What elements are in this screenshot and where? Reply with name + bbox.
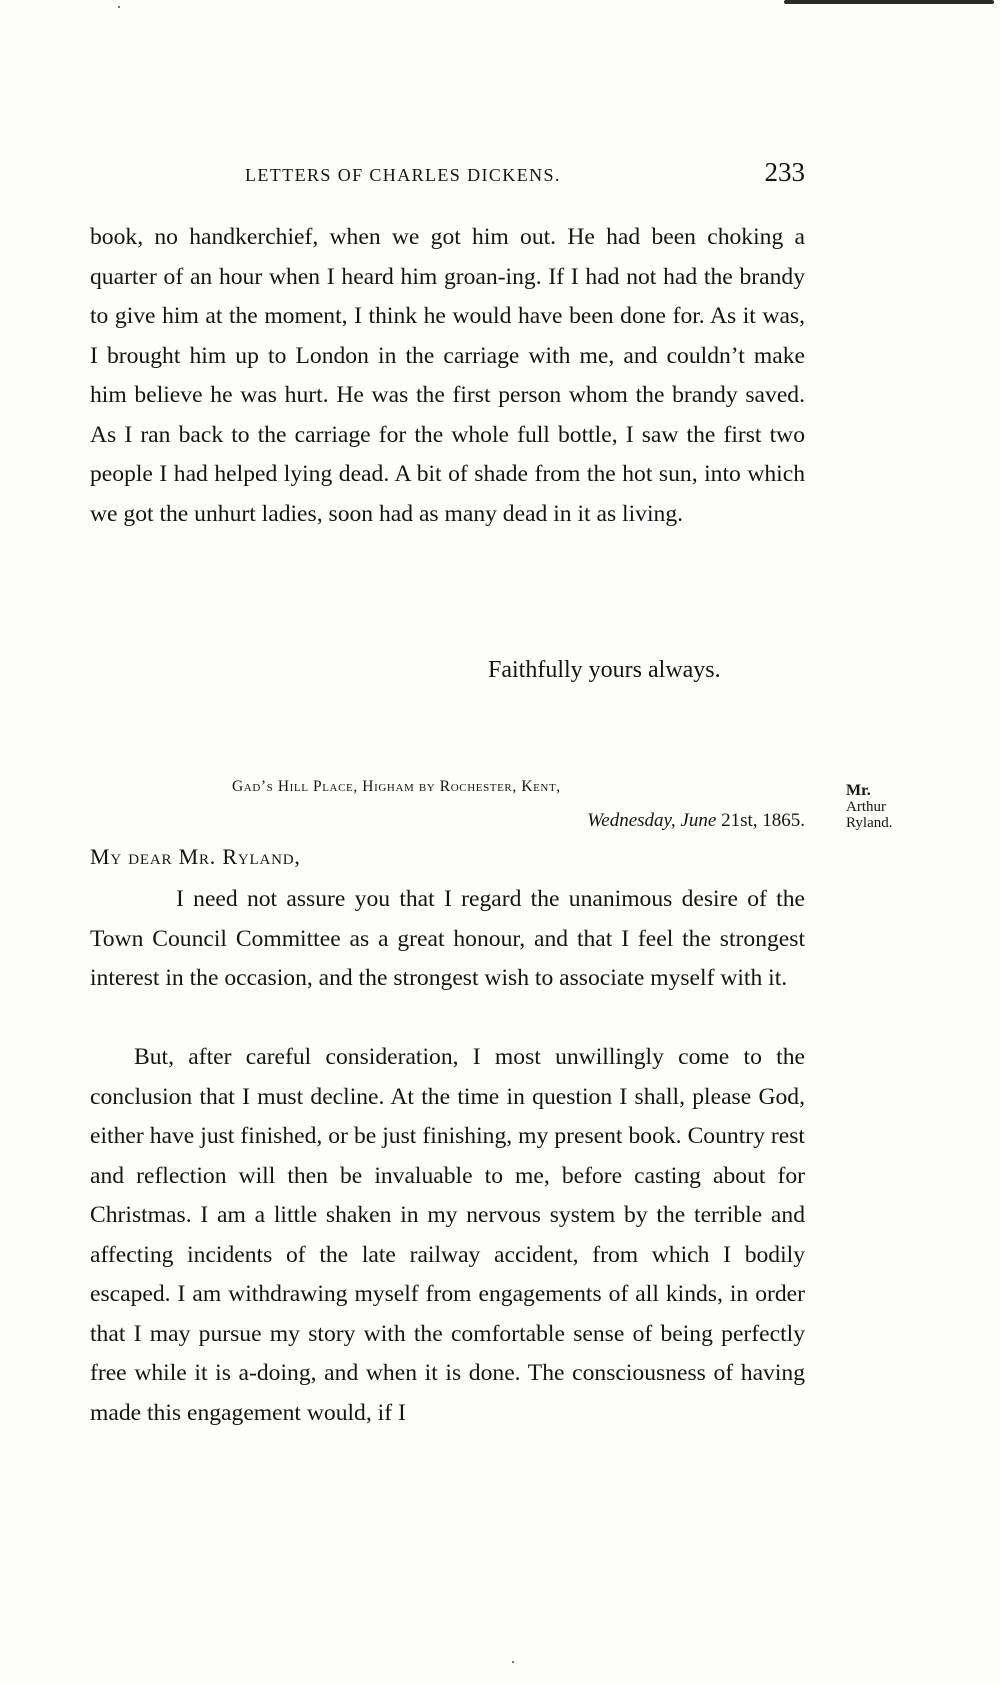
scan-edge-mark: [784, 0, 994, 4]
date-weekday-month: Wednesday, June: [587, 810, 717, 831]
letter-address: Gad’s Hill Place, Higham by Rochester, Kent,: [232, 778, 561, 795]
letter-salutation: My dear Mr. Ryland,: [90, 844, 301, 869]
letter-paragraph-2: [90, 1038, 805, 1433]
recipient-last-name: Ryland.: [846, 815, 893, 831]
recipient-margin-note: [846, 783, 936, 831]
letter-signoff: Faithfully yours always.: [488, 657, 721, 683]
page-header: [90, 157, 805, 193]
paragraph-text: I need not assure you that I regard the unanimous desire of the Town Council Committee as a great honour, and that I feel the strongest interest in the occasion, and the strongest wish to associate myself with it.: [90, 886, 805, 991]
recipient-title: Mr.: [846, 782, 871, 799]
letter-body-paragraph: book, no handkerchief, when we got him out. He had been choking a quarter of an hour when I heard him groan-ing. If I had not had the brandy to give him at the moment, I think he would have been done for. As it was, I brought him up to London in the carriage with me, and couldn’t make him believe he was hurt. He was the first person whom the brandy saved. As I ran back to the carriage for the whole full bottle, I saw the first two people I had helped lying dead. A bit of shade from the hot sun, into which we got the unhurt ladies, soon had as many dead in it as living.: [90, 224, 805, 527]
scan-speck: [512, 1661, 514, 1663]
paragraph-text: But, after careful consideration, I most unwillingly come to the conclusion that I must decline. At the time in question I shall, please God, either have just finished, or be just finishing, my present book. Country rest and reflection will then be invaluable to me, before casting about for Christmas. I am a little shaken in my nervous system by the terrible and affecting incidents of the late railway accident, from which I bodily escaped. I am withdrawing myself from engagements of all kinds, in order that I may pursue my story with the comfortable sense of being perfectly free while it is a-doing, and when it is done. The consciousness of having made this engagement would, if I: [90, 1044, 805, 1426]
letter-paragraph-1: [90, 880, 805, 999]
page-number: 233: [764, 157, 805, 187]
letter-continuation: [90, 218, 805, 534]
running-title: LETTERS OF CHARLES DICKENS.: [245, 165, 561, 185]
recipient-first-name: Arthur: [846, 799, 886, 815]
letter-date: [587, 810, 805, 832]
scan-speck: [118, 6, 120, 8]
date-day-year: 21st, 1865.: [721, 810, 805, 831]
